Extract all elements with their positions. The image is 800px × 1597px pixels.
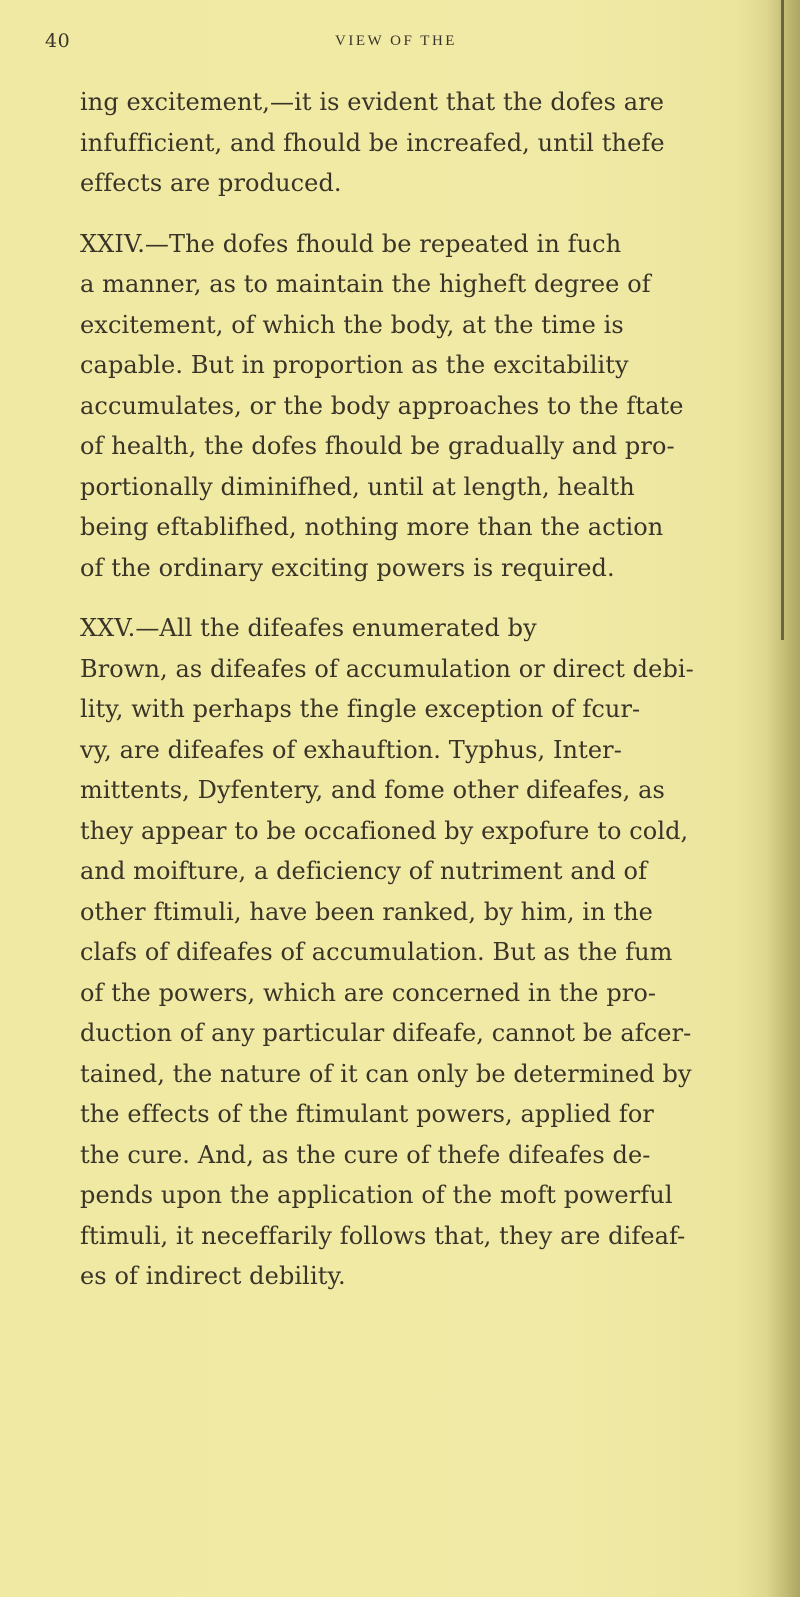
body-text — [80, 82, 750, 1297]
text-line: of the powers, which are concerned in the pro- — [80, 978, 657, 1007]
text-line: portionally diminifhed, until at length, health — [80, 472, 635, 501]
text-line: ftimuli, it neceffarily follows that, they are difeaf- — [80, 1221, 686, 1250]
text-line: of health, the dofes fhould be gradually and pro- — [80, 432, 675, 460]
text-line: XXIV.—The dofes fhould be repeated in fuch — [80, 229, 622, 258]
text-line: XXV.—All the difeafes enumerated by — [80, 614, 537, 642]
text-line: effects are produced. — [80, 169, 342, 197]
paragraph — [80, 224, 750, 589]
running-head: VIEW OF THE — [335, 33, 457, 49]
text-line: the effects of the ftimulant powers, applied for — [80, 1100, 654, 1128]
text-line: Brown, as difeafes of accumulation or direct debi- — [80, 654, 694, 683]
page-edge — [781, 0, 784, 640]
paragraph-gap — [80, 588, 750, 608]
text-line: mittents, Dyfentery, and fome other difeafes, as — [80, 776, 665, 804]
text-line: duction of any particular difeafe, cannot be afcer- — [80, 1019, 692, 1047]
text-line: they appear to be occafioned by expofure to cold, — [80, 816, 689, 845]
paragraph — [80, 82, 750, 204]
text-line: infufficient, and fhould be increafed, until thefe — [80, 128, 665, 157]
text-line: es of indirect debility. — [80, 1262, 346, 1290]
text-line: ing excitement,—it is evident that the dofes are — [80, 88, 665, 116]
text-line: capable. But in proportion as the excitability — [80, 351, 629, 379]
page-header — [45, 30, 745, 66]
text-line: pends upon the application of the moft powerful — [80, 1181, 673, 1209]
paragraph-gap — [80, 204, 750, 224]
text-line: a manner, as to maintain the higheft degree of — [80, 270, 651, 298]
text-line: being eftablifhed, nothing more than the action — [80, 513, 664, 541]
text-line: the cure. And, as the cure of thefe difeafes de- — [80, 1140, 651, 1169]
paragraph — [80, 608, 750, 1297]
text-line: other ftimuli, have been ranked, by him, in the — [80, 897, 653, 926]
text-line: vy, are difeafes of exhauftion. Typhus, Inter- — [80, 735, 622, 764]
text-line: accumulates, or the body approaches to the ftate — [80, 391, 684, 420]
text-line: clafs of difeafes of accumulation. But as the fum — [80, 938, 673, 966]
text-line: lity, with perhaps the fingle exception of fcur- — [80, 695, 641, 723]
text-line: excitement, of which the body, at the time is — [80, 310, 624, 339]
text-line: of the ordinary exciting powers is required. — [80, 553, 615, 582]
page-number: 40 — [45, 30, 71, 52]
text-line: and moifture, a deficiency of nutriment and of — [80, 857, 648, 885]
text-line: tained, the nature of it can only be determined by — [80, 1059, 692, 1088]
